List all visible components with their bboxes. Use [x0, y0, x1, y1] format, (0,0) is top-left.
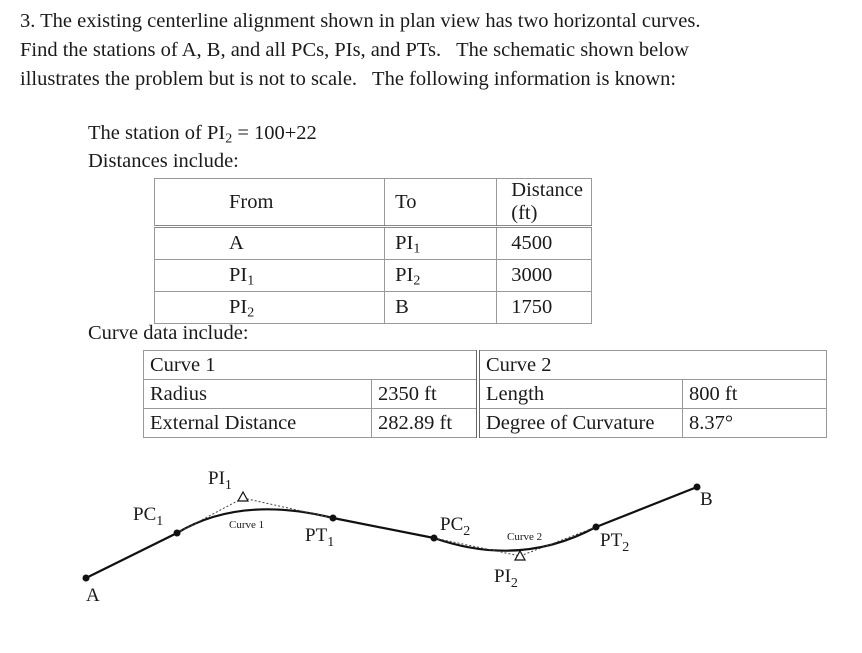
label-pi2: $PI_2$ [494, 566, 518, 591]
distances-label: Distances include: [88, 150, 239, 172]
label-pc2: $PC_2$ [440, 514, 471, 539]
point-pc1 [174, 530, 181, 537]
station-sub: 2 [225, 131, 233, 147]
curve-data-label: Curve data include: [88, 322, 249, 344]
station-prefix: The station of PI [88, 122, 226, 144]
length-value: 800 ft [683, 380, 827, 409]
cell-from: $PI_1$ [155, 260, 385, 292]
label-curve1: Curve 1 [229, 519, 265, 531]
label-pc1: $PC_1$ [133, 504, 164, 529]
cell-distance: 3000 [497, 260, 592, 292]
tangent-pt1-pc2 [333, 518, 434, 538]
problem-line-2: Find the stations of A, B, and all PCs, PIs, and PTs. The schematic shown below [20, 39, 689, 61]
header-to: To [385, 179, 497, 227]
degree-value: 8.37° [683, 409, 827, 438]
cell-distance: 4500 [497, 227, 592, 260]
header-distance: Distance (ft) [497, 179, 592, 227]
radius-label: Radius [144, 380, 372, 409]
point-a [83, 575, 90, 582]
point-pc2 [431, 535, 438, 542]
cell-from: A [155, 227, 385, 260]
tangent-pt2-b [596, 487, 697, 527]
station-value: = 100+22 [232, 122, 317, 144]
header-from: From [155, 179, 385, 227]
label-b: B [700, 489, 713, 510]
label-pt2: $PT_2$ [600, 530, 630, 555]
point-pt2 [593, 524, 600, 531]
label-a: A [86, 585, 100, 606]
curve2-title: Curve 2 [478, 351, 827, 380]
label-pt1: $PT_1$ [305, 525, 335, 550]
external-label: External Distance [144, 409, 372, 438]
label-curve2: Curve 2 [507, 531, 543, 543]
point-pt1 [330, 515, 337, 522]
curve1-title: Curve 1 [144, 351, 479, 380]
problem-line-1: 3. The existing centerline alignment shown in plan view has two horizontal curves. [20, 10, 701, 32]
tangent-a-pc1 [86, 533, 177, 578]
radius-value: 2350 ft [372, 380, 479, 409]
length-label: Length [478, 380, 683, 409]
problem-line-3: illustrates the problem but is not to scale. The following information is known: [20, 68, 677, 90]
external-value: 282.89 ft [372, 409, 479, 438]
degree-label: Degree of Curvature [478, 409, 683, 438]
cell-distance: 1750 [497, 292, 592, 324]
cell-from: $PI_2$ [155, 292, 385, 324]
cell-to: $PI_1$ [385, 227, 497, 260]
pi1-marker-icon [238, 492, 248, 501]
cell-to: B [385, 292, 497, 324]
cell-to: $PI_2$ [385, 260, 497, 292]
label-pi1: $PI_1$ [208, 468, 232, 493]
